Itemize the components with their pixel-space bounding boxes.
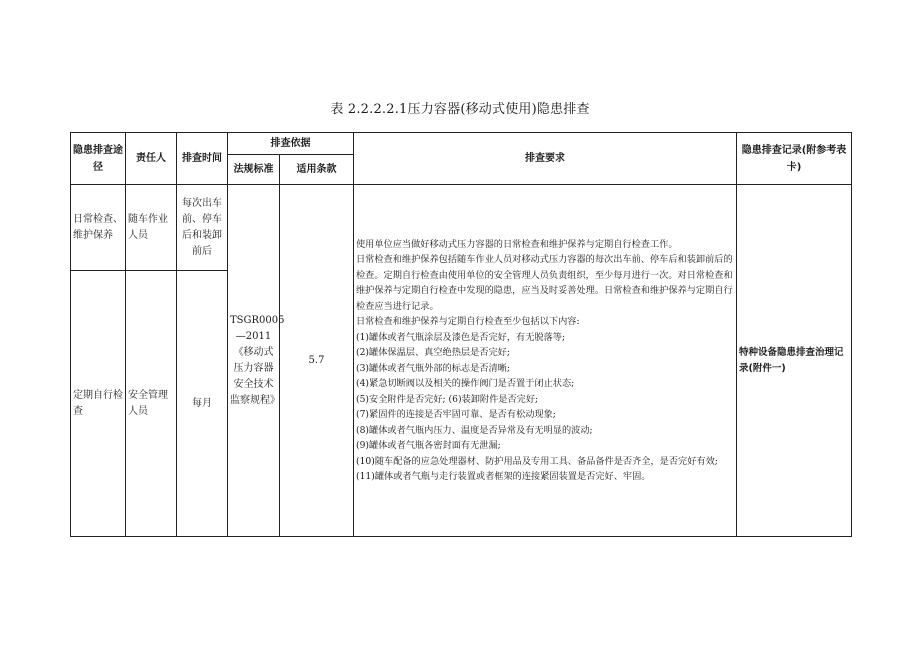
header-regulation: 法规标准 [228, 155, 280, 185]
requirement-line: 日常检查和维护保养包括随车作业人员对移动式压力容器的每次出车前、停车后和装卸前后的检查。定期自行检查由使用单位的安全管理人员负责组织，至少每月进行一次。对日常检查和维护保养与定期自行检查中发现的隐患，应当及时妥善处理。日常检查和维护保养与定期自行检查应当进行记录。 [356, 254, 733, 312]
requirement-line: (7)紧固件的连接是否牢固可靠、是否有松动现象; [356, 409, 556, 420]
requirement-line: 使用单位应当做好移动式压力容器的日常检查和维护保养与定期自行检查工作。 [356, 238, 678, 250]
requirement-line: (11)罐体或者气瓶与走行装置或者框架的连接紧固装置是否完好、牢固。 [356, 471, 651, 482]
requirement-line: 日常检查和维护保养与定期自行检查至少包括以下内容: [356, 316, 580, 327]
header-responsible: 责任人 [126, 133, 177, 185]
clause-cell: 5.7 [280, 185, 354, 537]
requirement-line: (3)罐体或者气瓶外部的标志是否清晰; [356, 362, 510, 374]
header-route: 隐患排查途径 [71, 133, 126, 185]
requirement-line: (1)罐体或者气瓶涂层及漆色是否完好，有无脱落等; [356, 331, 566, 343]
time-cell: 每月 [177, 271, 228, 537]
header-record: 隐患排查记录(附参考表卡) [737, 133, 852, 185]
table-title: 表 2.2.2.2.1压力容器(移动式使用)隐患排查 [330, 102, 590, 117]
requirement-line: (2)罐体保温层、真空绝热层是否完好; [356, 347, 510, 358]
requirement-line: (9)罐体或者气瓶各密封面有无泄漏; [356, 440, 501, 451]
table-row [71, 185, 852, 271]
record-cell: 特种设备隐患排查治理记录(附件一) [737, 185, 852, 537]
header-clause: 适用条款 [280, 155, 354, 185]
requirement-line: (5)安全附件是否完好; (6)装卸附件是否完好; [356, 393, 539, 405]
requirement-line: (10)随车配备的应急处理器材、防护用品及专用工具、备品备件是否齐全，是否完好有效; [356, 455, 718, 467]
route-cell: 定期自行检查 [71, 271, 126, 537]
header-basis: 排查依据 [228, 133, 354, 155]
responsible-cell: 随车作业人员 [126, 185, 177, 271]
requirement-cell [354, 185, 737, 537]
time-cell: 每次出车前、停车后和装卸前后 [177, 185, 228, 271]
responsible-cell: 安全管理人员 [126, 271, 177, 537]
header-time: 排查时间 [177, 133, 228, 185]
requirement-line: (8)罐体或者气瓶内压力、温度是否异常及有无明显的波动; [356, 424, 593, 436]
route-cell: 日常检查、维护保养 [71, 185, 126, 271]
regulation-cell: TSGR0005—2011《移动式压力容器安全技术监察规程》 [228, 185, 280, 537]
header-requirement: 排查要求 [354, 133, 737, 185]
hazard-inspection-table [70, 132, 852, 537]
requirement-line: (4)紧急切断阀以及相关的操作阀门是否置于闭止状态; [356, 378, 575, 389]
